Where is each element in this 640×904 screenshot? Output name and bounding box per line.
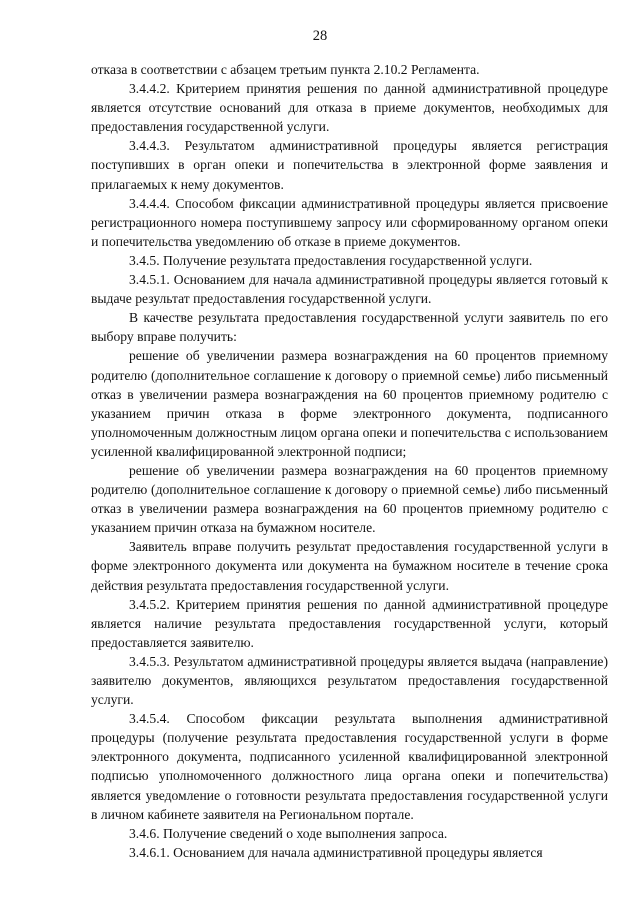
paragraph: 3.4.6.1. Основанием для начала административной процедуры является bbox=[129, 844, 543, 860]
paragraph: 3.4.5.4. Способом фиксации результата выполнения административной процедуры (получение результата предоставления государственной услуги в форме электронного документа, подписанного усиленной квалифицированной электронной подписью уполномоченного должностного лица органа опеки и попечительства) является уведомление о готовности результата предоставления государственной услуги в личном кабинете заявителя на Региональном портале. bbox=[91, 711, 608, 822]
paragraph: решение об увеличении размера вознаграждения на 60 процентов приемному родителю (дополнительное соглашение к договору о приемной семье) либо письменный отказ в увеличении размера вознаграждения на 60 процентов приемному родителю с указанием причин отказа в форме электронного документа, подписанного уполномоченным должностным лицом органа опеки и попечительства с использованием усиленной квалифицированной электронной подписи; bbox=[91, 348, 608, 459]
paragraph: 3.4.4.4. Способом фиксации административной процедуры является присвоение регистрационного номера поступившему запросу или сформированному органом опеки и попечительства уведомлению об отказе в приеме документов. bbox=[91, 195, 608, 249]
paragraph: 3.4.4.3. Результатом административной процедуры является регистрация поступивших в орган опеки и попечительства в электронной форме заявления и прилагаемых к нему документов. bbox=[91, 138, 608, 192]
page-number: 28 bbox=[312, 28, 328, 44]
paragraph: 3.4.4.2. Критерием принятия решения по данной административной процедуре является отсутствие оснований для отказа в приеме документов, необходимых для предоставления государственной услуги. bbox=[91, 81, 608, 135]
paragraph: 3.4.6. Получение сведений о ходе выполнения запроса. bbox=[129, 825, 448, 841]
paragraph: Заявитель вправе получить результат предоставления государственной услуги в форме электронного документа или документа на бумажном носителе в течение срока действия результата предоставления государственной услуги. bbox=[91, 539, 608, 593]
paragraph: В качестве результата предоставления государственной услуги заявитель по его выбору вправе получить: bbox=[91, 310, 608, 345]
paragraph: отказа в соответствии с абзацем третьим пункта 2.10.2 Регламента. bbox=[91, 62, 480, 77]
document-body bbox=[91, 60, 608, 862]
paragraph: 3.4.5. Получение результата предоставления государственной услуги. bbox=[129, 252, 533, 268]
paragraph: 3.4.5.2. Критерием принятия решения по данной административной процедуре является наличие результата предоставления государственной услуги, который предоставляется заявителю. bbox=[91, 596, 608, 650]
paragraph: 3.4.5.3. Результатом административной процедуры является выдача (направление) заявителю документов, являющихся результатом предоставления государственной услуги. bbox=[91, 653, 608, 708]
paragraph: 3.4.5.1. Основанием для начала административной процедуры является готовый к выдаче результат предоставления государственной услуги. bbox=[91, 272, 608, 307]
paragraph: решение об увеличении размера вознаграждения на 60 процентов приемному родителю (дополнительное соглашение к договору о приемной семье) либо письменный отказ в увеличении размера вознаграждения на 60 процентов приемному родителю с указанием причин отказа на бумажном носителе. bbox=[91, 462, 608, 536]
